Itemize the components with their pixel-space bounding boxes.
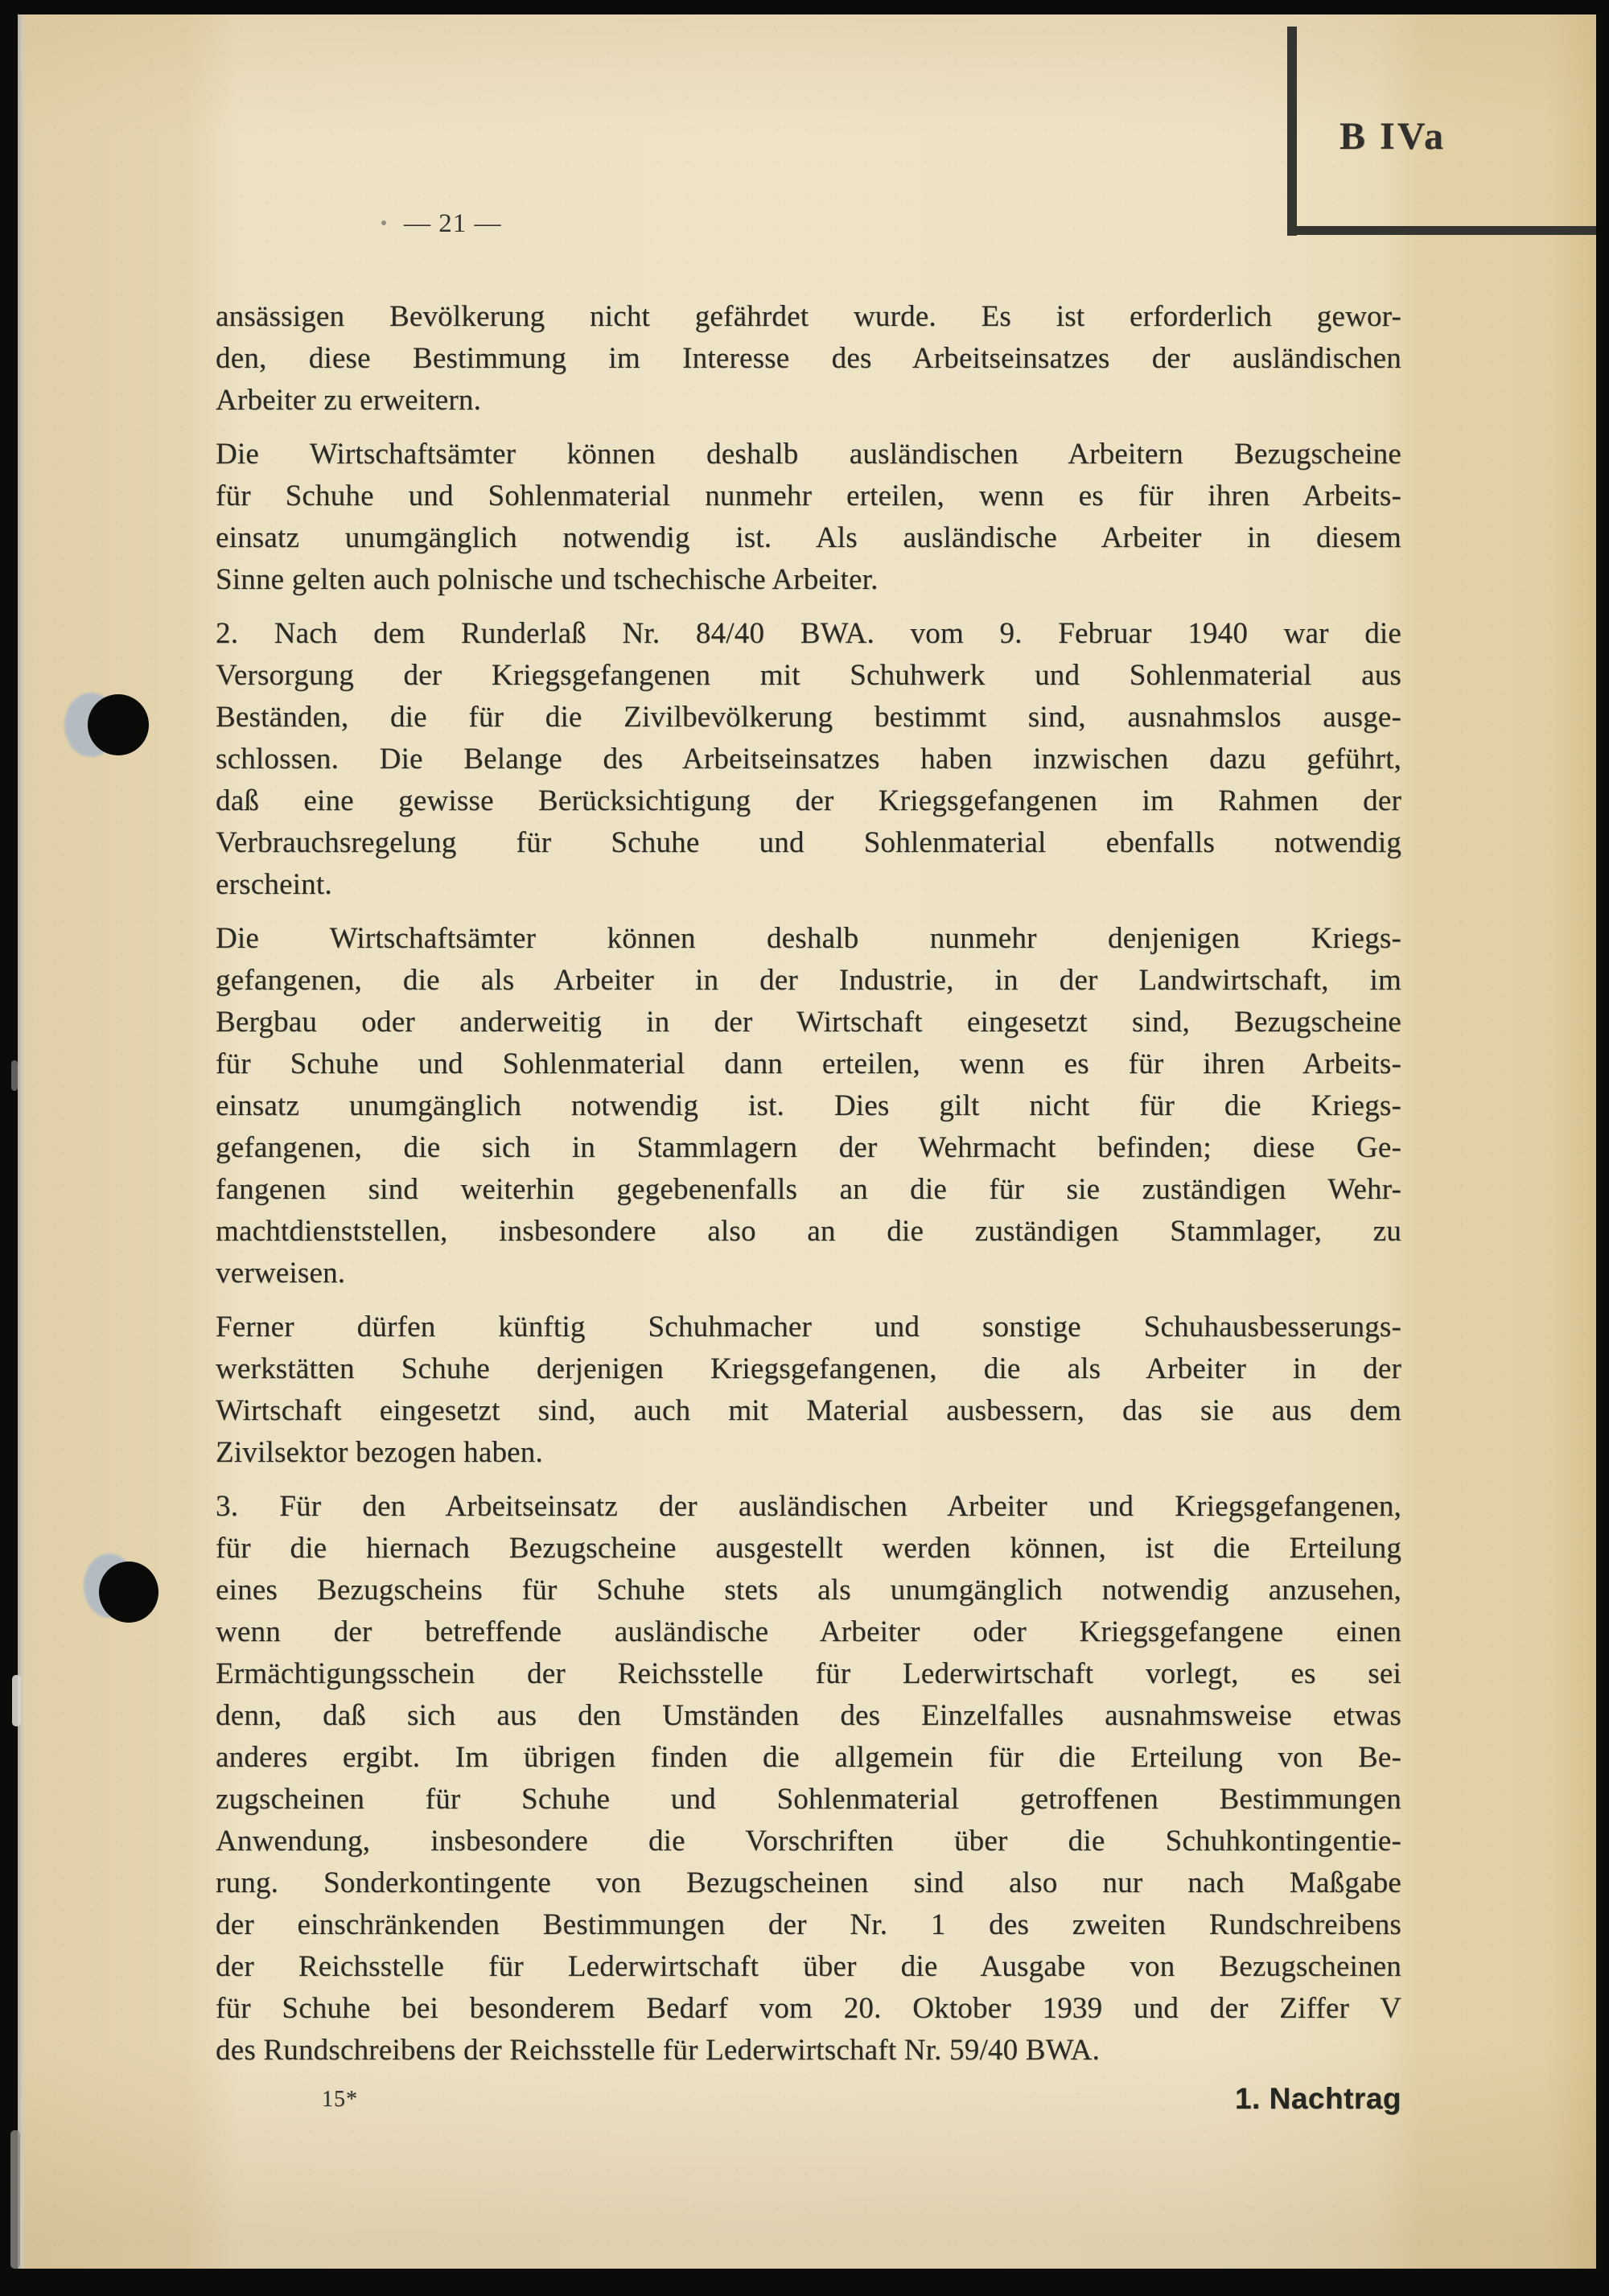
text-line: denn, daß sich aus den Umständen des Einzelfalles ausnahmsweise etwas [216, 1699, 1401, 1732]
body-text [216, 296, 1401, 2084]
text-line: gefangenen, die als Arbeiter in der Industrie, in der Landwirtschaft, im [216, 964, 1401, 997]
text-line: machtdienststellen, insbesondere also an die zuständigen Stammlager, zu [216, 1215, 1401, 1248]
text-line: Wirtschaft eingesetzt sind, auch mit Material ausbessern, das sie aus dem [216, 1394, 1401, 1427]
scratch-mark [10, 2130, 20, 2269]
text-line: zugscheinen für Schuhe und Sohlenmaterial getroffenen Bestimmungen [216, 1783, 1401, 1816]
text-line: daß eine gewisse Berücksichtigung der Kriegsgefangenen im Rahmen der [216, 784, 1401, 817]
text-line: rung. Sonderkontingente von Bezugscheinen sind also nur nach Maßgabe [216, 1866, 1401, 1899]
paragraph [216, 613, 1401, 906]
text-line: Ferner dürfen künftig Schuhmacher und sonstige Schuhausbesserungs- [216, 1311, 1401, 1343]
punch-hole-top [88, 694, 149, 755]
text-line: für Schuhe bei besonderem Bedarf vom 20. Oktober 1939 und der Ziffer V [216, 1992, 1401, 2025]
text-line: für Schuhe und Sohlenmaterial dann erteilen, wenn es für ihren Arbeits- [216, 1047, 1401, 1080]
page-binding-edge [18, 14, 25, 2269]
text-line: 2. Nach dem Runderlaß Nr. 84/40 BWA. vom 9. Februar 1940 war die [216, 617, 1401, 650]
paragraph [216, 1486, 1401, 2072]
paragraph [216, 918, 1401, 1294]
scratch-mark [11, 1060, 18, 1091]
text-line: Zivilsektor bezogen haben. [216, 1436, 543, 1469]
paragraph [216, 296, 1401, 422]
paragraph [216, 1306, 1401, 1474]
punch-hole-bottom [99, 1562, 158, 1623]
footer-signature: 15* [322, 2087, 358, 2112]
text-line: den, diese Bestimmung im Interesse des Arbeitseinsatzes der ausländischen [216, 342, 1401, 375]
text-line: werkstätten Schuhe derjenigen Kriegsgefangenen, die als Arbeiter in der [216, 1352, 1401, 1385]
text-line: Bergbau oder anderweitig in der Wirtschaft eingesetzt sind, Bezugscheine [216, 1006, 1401, 1039]
footer [216, 2082, 1401, 2119]
scratch-mark [12, 1675, 21, 1726]
text-line: gefangenen, die sich in Stammlagern der Wehrmacht befinden; diese Ge- [216, 1131, 1401, 1164]
text-line: anderes ergibt. Im übrigen finden die allgemein für die Erteilung von Be- [216, 1741, 1401, 1774]
document-page [18, 14, 1596, 2269]
text-line: fangenen sind weiterhin gegebenenfalls an die für sie zuständigen Wehr- [216, 1173, 1401, 1206]
text-line: für Schuhe und Sohlenmaterial nunmehr erteilen, wenn es für ihren Arbeits- [216, 479, 1401, 512]
page-number-text: — 21 — [404, 209, 502, 238]
page-number [381, 209, 502, 239]
text-line: einsatz unumgänglich notwendig ist. Als ausländische Arbeiter in diesem [216, 521, 1401, 554]
classification-bracket-vertical-rule [1287, 27, 1297, 236]
text-line: erscheint. [216, 868, 332, 901]
text-line: der einschränkenden Bestimmungen der Nr. 1 des zweiten Rundschreibens [216, 1908, 1401, 1941]
text-line: Ermächtigungsschein der Reichsstelle für Lederwirtschaft vorlegt, es sei [216, 1657, 1401, 1690]
text-line: Die Wirtschaftsämter können deshalb ausländischen Arbeitern Bezugscheine [216, 438, 1401, 471]
classification-label: B IVa [1339, 115, 1446, 158]
paragraph [216, 434, 1401, 601]
text-line: Verbrauchsregelung für Schuhe und Sohlenmaterial ebenfalls notwendig [216, 826, 1401, 859]
text-line: ansässigen Bevölkerung nicht gefährdet wurde. Es ist erforderlich gewor- [216, 300, 1401, 333]
text-line: für die hiernach Bezugscheine ausgestellt werden können, ist die Erteilung [216, 1532, 1401, 1565]
print-dot-artifact [381, 220, 386, 225]
text-line: eines Bezugscheins für Schuhe stets als unumgänglich notwendig anzusehen, [216, 1574, 1401, 1607]
footer-supplement-label: 1. Nachtrag [1234, 2082, 1401, 2115]
text-line: wenn der betreffende ausländische Arbeiter oder Kriegsgefangene einen [216, 1615, 1401, 1648]
text-line: schlossen. Die Belange des Arbeitseinsatzes haben inzwischen dazu geführt, [216, 743, 1401, 776]
classification-bracket-horizontal-rule [1287, 226, 1596, 235]
text-line: einsatz unumgänglich notwendig ist. Dies gilt nicht für die Kriegs- [216, 1089, 1401, 1122]
text-line: der Reichsstelle für Lederwirtschaft über die Ausgabe von Bezugscheinen [216, 1950, 1401, 1983]
text-line: Anwendung, insbesondere die Vorschriften über die Schuhkontingentie- [216, 1825, 1401, 1858]
text-line: des Rundschreibens der Reichsstelle für Lederwirtschaft Nr. 59/40 BWA. [216, 2034, 1101, 2067]
text-line: Beständen, die für die Zivilbevölkerung bestimmt sind, ausnahmslos ausge- [216, 701, 1401, 734]
text-line: Sinne gelten auch polnische und tschechische Arbeiter. [216, 563, 879, 596]
text-line: Die Wirtschaftsämter können deshalb nunmehr denjenigen Kriegs- [216, 922, 1401, 955]
text-line: verweisen. [216, 1257, 346, 1290]
text-line: 3. Für den Arbeitseinsatz der ausländischen Arbeiter und Kriegsgefangenen, [216, 1490, 1401, 1523]
text-line: Versorgung der Kriegsgefangenen mit Schuhwerk und Sohlenmaterial aus [216, 659, 1401, 692]
text-line: Arbeiter zu erweitern. [216, 384, 482, 417]
